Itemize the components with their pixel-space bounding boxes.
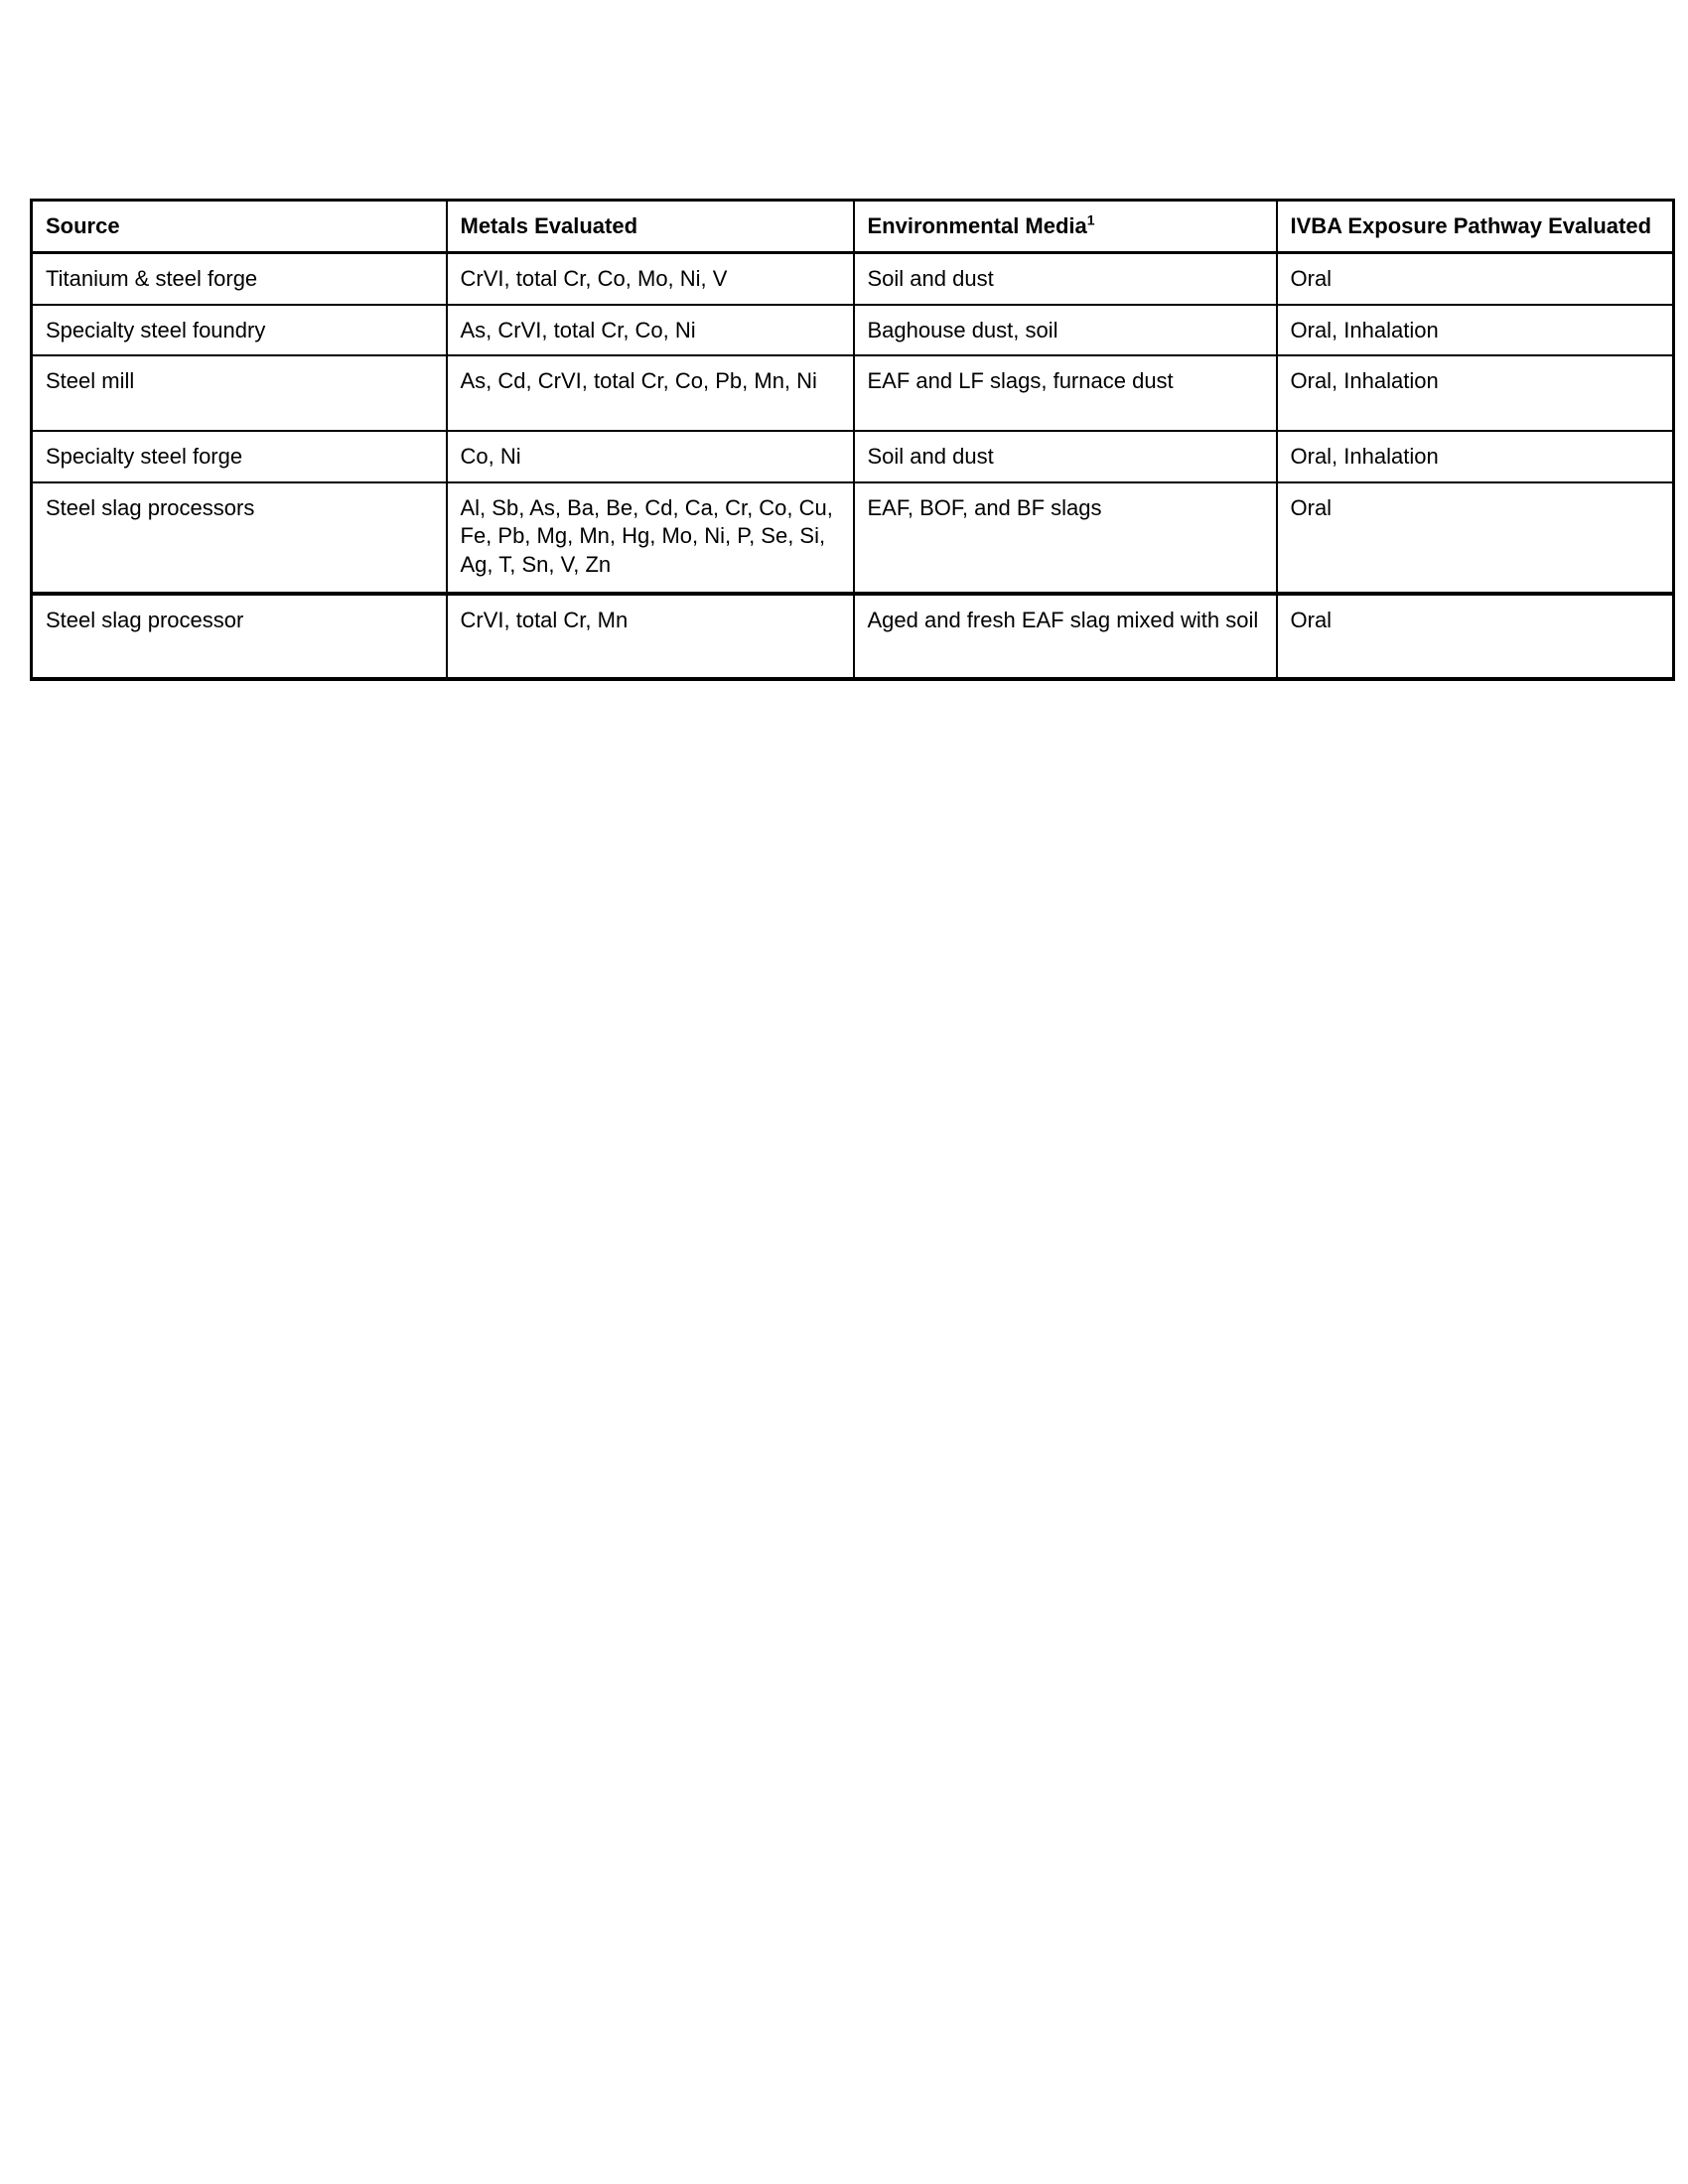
cell-pathway: Oral, Inhalation [1277,431,1674,482]
column-header-metals [447,201,854,253]
column-header-label: Environmental Media [867,213,1087,238]
cell-pathway: Oral, Inhalation [1277,305,1674,356]
cell-metals: Al, Sb, As, Ba, Be, Cd, Ca, Cr, Co, Cu, Fe, Pb, Mg, Mn, Hg, Mo, Ni, P, Se, Si, Ag, T, Sn, V, Zn [447,482,854,594]
cell-source: Specialty steel forge [32,431,447,482]
cell-pathway: Oral [1277,482,1674,594]
cell-source: Steel slag processors [32,482,447,594]
cell-source: Specialty steel foundry [32,305,447,356]
column-header-source [32,201,447,253]
cell-media: Aged and fresh EAF slag mixed with soil [854,594,1277,679]
cell-metals: CrVI, total Cr, Mn [447,594,854,679]
table-body [32,253,1674,679]
cell-pathway: Oral, Inhalation [1277,355,1674,431]
cell-metals: Co, Ni [447,431,854,482]
table-row [32,482,1674,594]
cell-pathway: Oral [1277,253,1674,305]
cell-source: Steel mill [32,355,447,431]
table-row [32,431,1674,482]
footnote-marker: 1 [1086,211,1095,228]
cell-media: EAF, BOF, and BF slags [854,482,1277,594]
cell-media: EAF and LF slags, furnace dust [854,355,1277,431]
cell-media: Soil and dust [854,253,1277,305]
table-row [32,305,1674,356]
column-header-label: Metals Evaluated [460,213,638,238]
cell-source: Steel slag processor [32,594,447,679]
cell-metals: As, CrVI, total Cr, Co, Ni [447,305,854,356]
table-header [32,201,1674,253]
column-header-label: Source [46,213,120,238]
exposure-pathway-table [30,199,1675,681]
table-row [32,594,1674,679]
column-header-label: IVBA Exposure Pathway Evaluated [1290,213,1652,238]
table-row [32,355,1674,431]
cell-metals: As, Cd, CrVI, total Cr, Co, Pb, Mn, Ni [447,355,854,431]
cell-pathway: Oral [1277,594,1674,679]
cell-metals: CrVI, total Cr, Co, Mo, Ni, V [447,253,854,305]
table-header-row [32,201,1674,253]
cell-source: Titanium & steel forge [32,253,447,305]
column-header-pathway [1277,201,1674,253]
cell-media: Baghouse dust, soil [854,305,1277,356]
column-header-media [854,201,1277,253]
cell-media: Soil and dust [854,431,1277,482]
table-row [32,253,1674,305]
